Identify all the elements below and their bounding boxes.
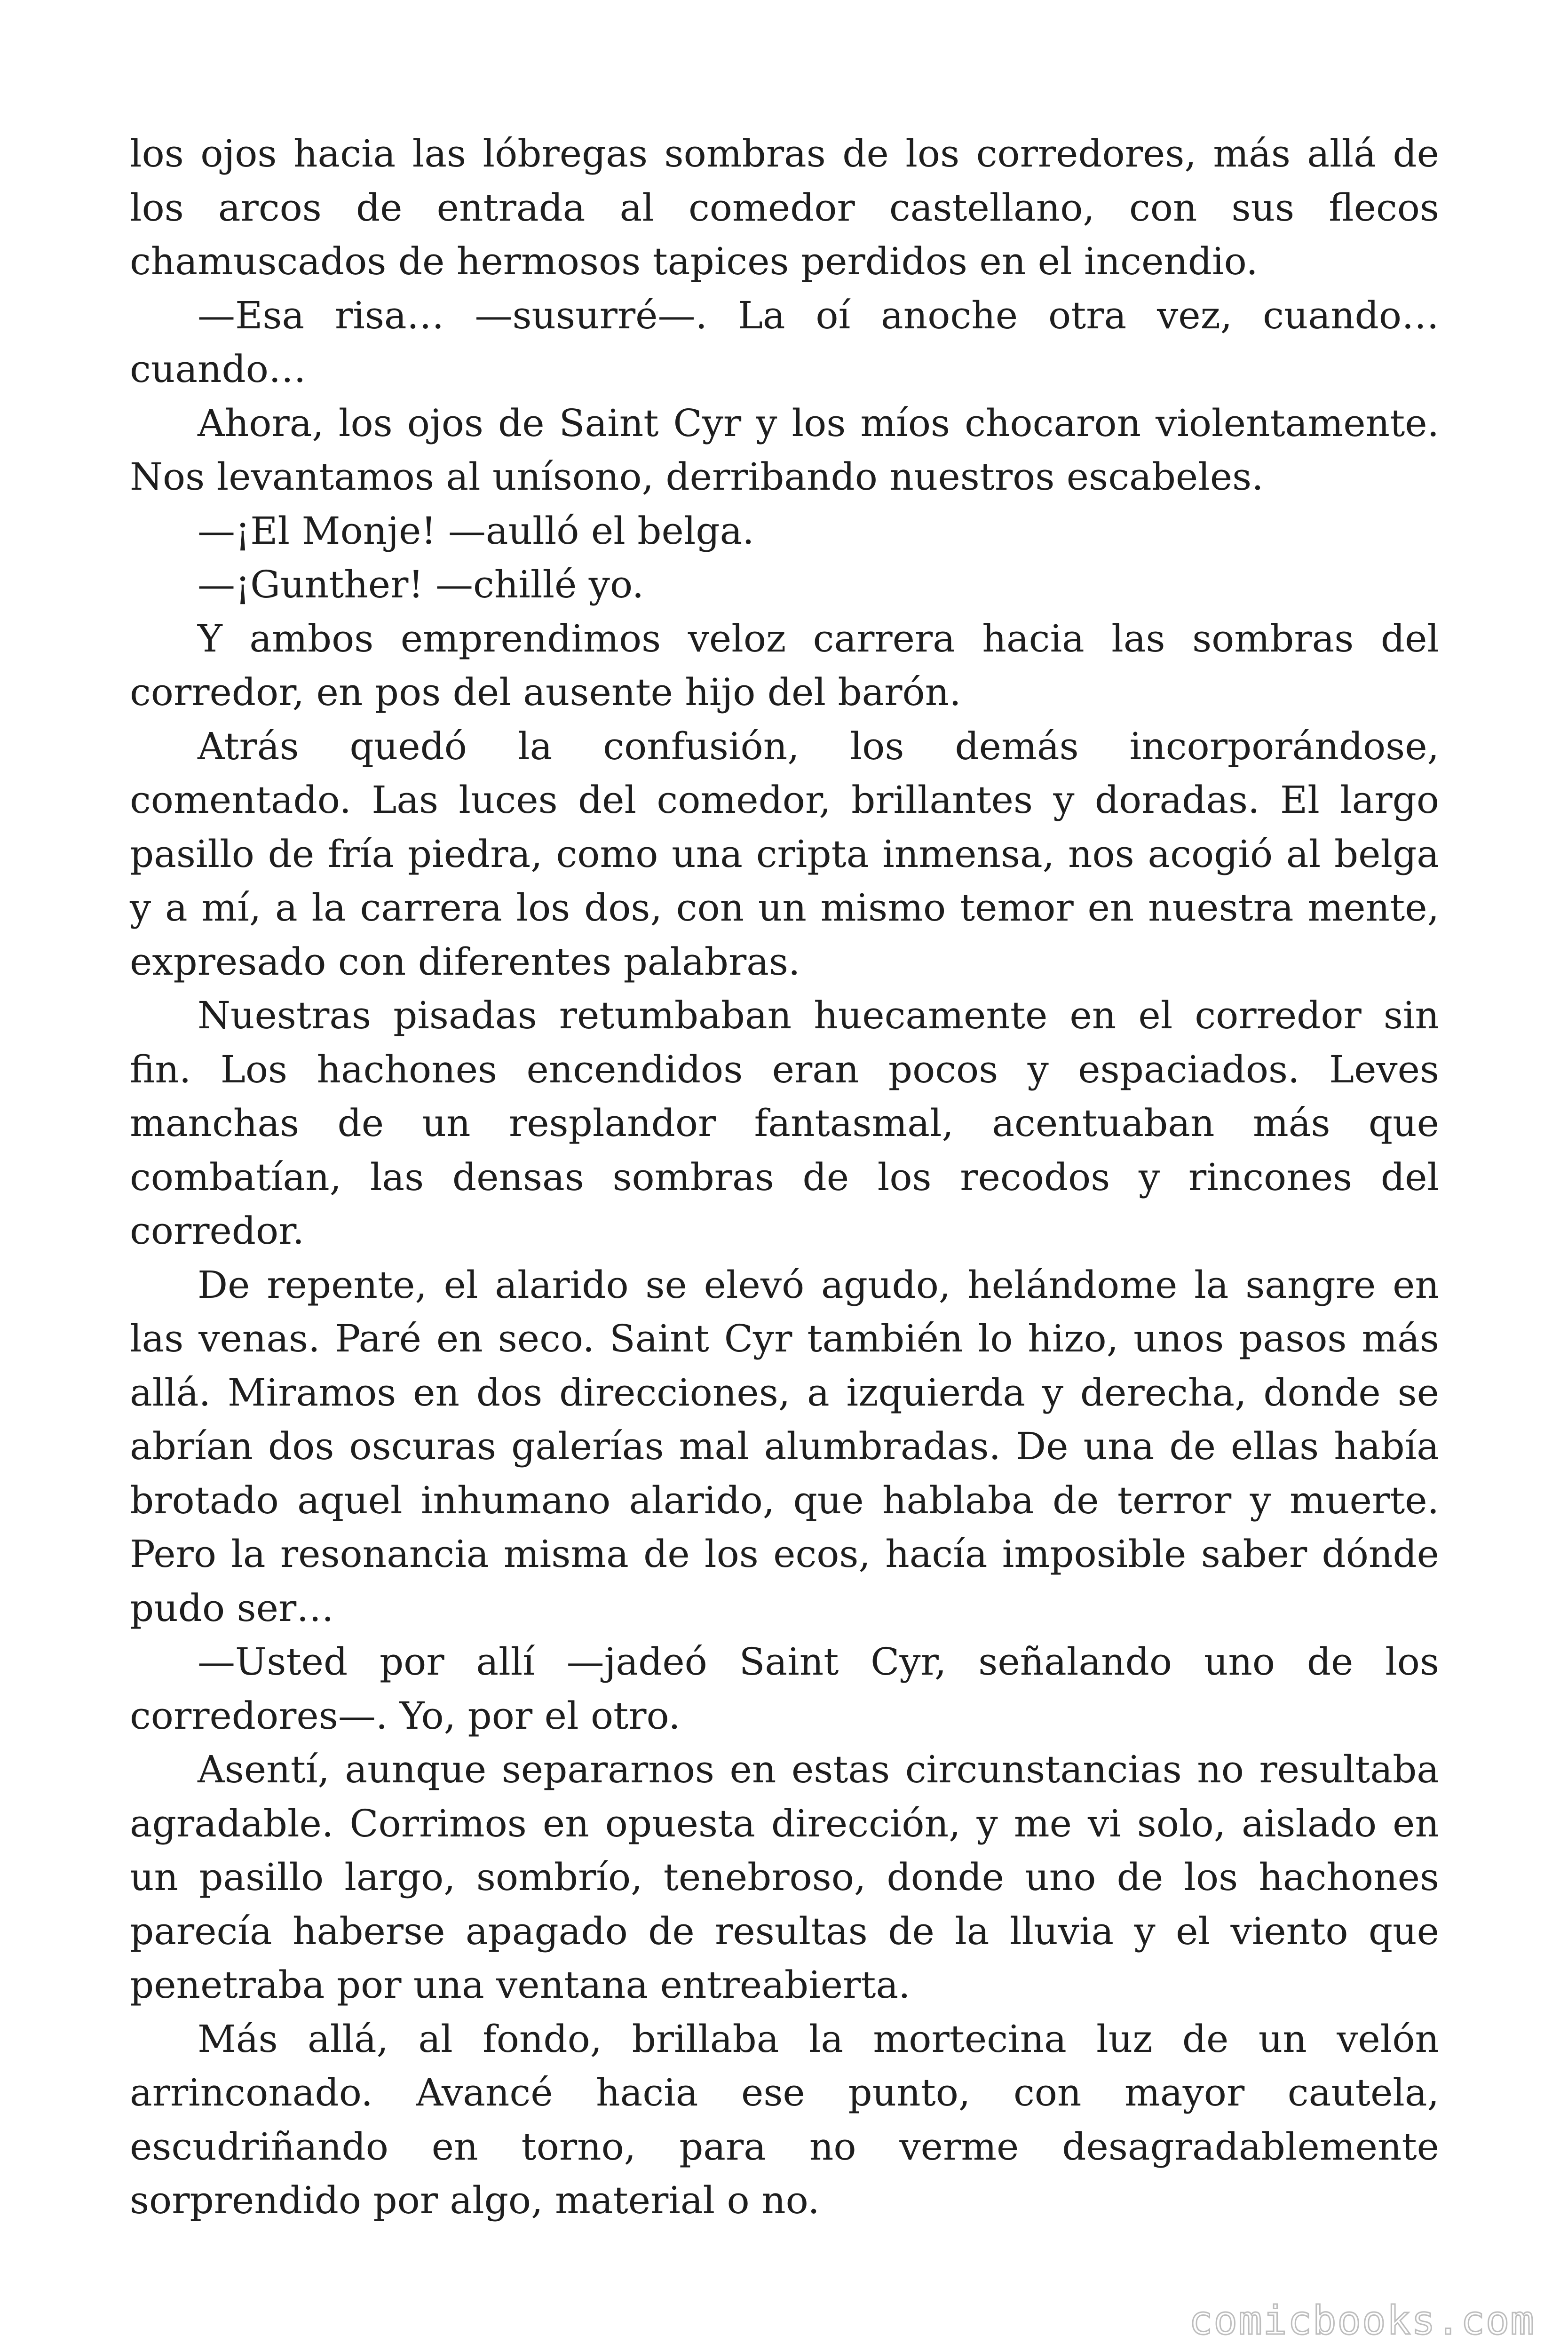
paragraph-5: —¡Gunther! —chillé yo. bbox=[198, 563, 644, 606]
paragraph-11: Asentí, aunque separarnos en estas circunstancias no resultaba agradable. Corrimos en opuesta dirección, y me vi solo, aislado en un pasillo largo, sombrío, tenebroso, donde uno de los hachones parecía haberse apagado de resultas de la lluvia y el viento que penetraba por una ventana entreabierta. bbox=[130, 1748, 1439, 2007]
paragraph-9: De repente, el alarido se elevó agudo, helándome la sangre en las venas. Paré en seco. Saint Cyr también lo hizo, unos pasos más allá. Miramos en dos direcciones, a izquierda y derecha, donde se abrían dos oscuras galerías mal alumbradas. De una de ellas había brotado aquel inhumano alarido, que hablaba de terror y muerte. Pero la resonancia misma de los ecos, hacía imposible saber dónde pudo ser… bbox=[130, 1263, 1439, 1630]
paragraph-7: Atrás quedó la confusión, los demás incorporándose, comentado. Las luces del comedor, brillantes y doradas. El largo pasillo de fría piedra, como una cripta inmensa, nos acogió al belga y a mí, a la carrera los dos, con un mismo temor en nuestra mente, expresado con diferentes palabras. bbox=[130, 724, 1439, 984]
paragraph-6: Y ambos emprendimos veloz carrera hacia las sombras del corredor, en pos del ausente hijo del barón. bbox=[130, 616, 1439, 714]
paragraph-4: —¡El Monje! —aulló el belga. bbox=[198, 509, 754, 553]
paragraph-8: Nuestras pisadas retumbaban huecamente en el corredor sin fin. Los hachones encendidos eran pocos y espaciados. Leves manchas de un resplandor fantasmal, acentuaban más que combatían, las densas sombras de los recodos y rincones del corredor. bbox=[130, 993, 1439, 1253]
watermark: comicbooks.com bbox=[1188, 2297, 1535, 2344]
paragraph-3: Ahora, los ojos de Saint Cyr y los míos chocaron violentamente. Nos levantamos al unísono, derribando nuestros escabeles. bbox=[130, 401, 1439, 499]
paragraph-2: —Esa risa… —susurré—. La oí anoche otra vez, cuando… cuando… bbox=[130, 293, 1439, 391]
paragraph-10: —Usted por allí —jadeó Saint Cyr, señalando uno de los corredores—. Yo, por el otro. bbox=[130, 1640, 1439, 1738]
paragraph-1: los ojos hacia las lóbregas sombras de los corredores, más allá de los arcos de entrada al comedor castellano, con sus flecos chamuscados de hermosos tapices perdidos en el incendio. bbox=[130, 132, 1439, 283]
paragraph-12: Más allá, al fondo, brillaba la mortecina luz de un velón arrinconado. Avancé hacia ese punto, con mayor cautela, escudriñando en torno, para no verme desagradablemente sorprendido por algo, material o no. bbox=[130, 2017, 1439, 2222]
page-text bbox=[130, 127, 1439, 2228]
